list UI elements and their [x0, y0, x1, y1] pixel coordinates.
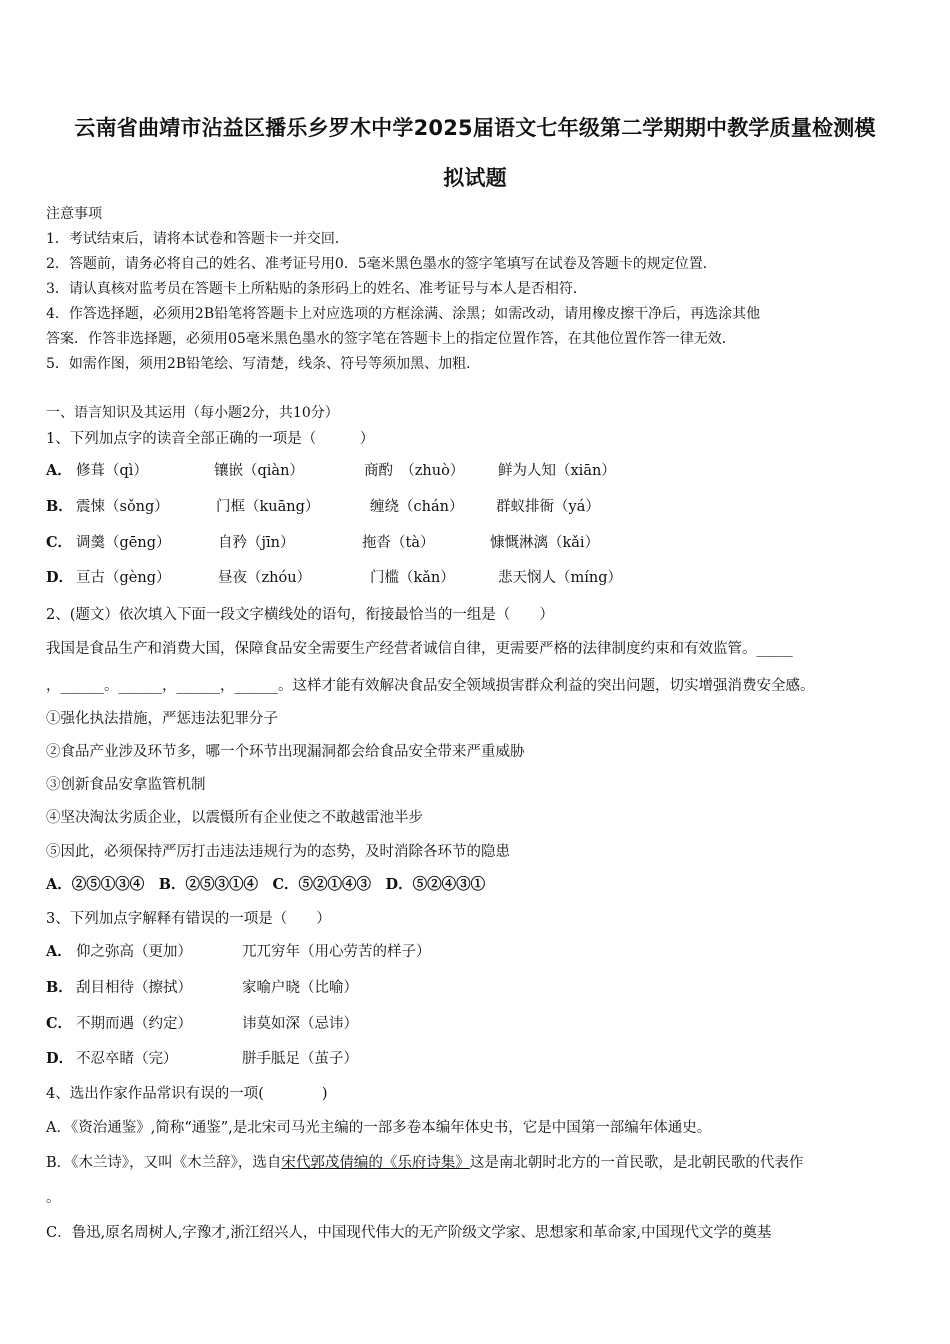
q3-option-item: 胼手胝足（茧子） — [242, 1051, 358, 1067]
section1-heading: 一、语言知识及其运用（每小题2分，共10分） — [46, 405, 339, 421]
q1-option-label: A． — [46, 462, 72, 479]
notice-item-4: 4．作答选择题，必须用2B铅笔将答题卡上对应选项的方框涂满、涂黑；如需改动，请用橡皮擦干净后，再选涂其他 — [46, 306, 761, 322]
q1-option-item: 缠绕（chán） — [370, 499, 464, 515]
exam-title-line2: 拟试题 — [443, 166, 507, 190]
q2-stem: 2、(题文）依次填入下面一段文字横线处的语句，衔接最恰当的一组是（ ） — [46, 607, 554, 623]
q1-option-label: C． — [46, 534, 73, 551]
q1-option-item: 门槛（kǎn） — [370, 570, 455, 586]
q1-option-item: 慷慨淋漓（kǎi） — [490, 535, 600, 551]
q4-stem: 4、选出作家作品常识有误的一项( ) — [46, 1086, 328, 1102]
q1-option-item: 修葺（qì） — [76, 463, 148, 479]
q3-option-item: 家喻户晓（比喻） — [242, 980, 358, 996]
q2-answer-options: A．②⑤①③④ B．②⑤③①④ C．⑤②①④③ D．⑤②④③① — [46, 876, 486, 893]
q3-option-item: 仰之弥高（更加） — [76, 944, 192, 960]
q4-option-b-text-end: 这是南北朝时北方的一首民歌，是北朝民歌的代表作 — [469, 1155, 804, 1171]
q3-option-label: B． — [46, 979, 73, 996]
q3-option-label: A． — [46, 943, 72, 960]
q3-option-item: 不忍卒睹（完） — [76, 1051, 178, 1067]
q3-option-item: 讳莫如深（忌讳） — [242, 1016, 358, 1032]
notice-item-5: 5．如需作图，须用2B铅笔绘、写清楚，线条、符号等须加黑、加粗． — [46, 356, 481, 372]
q2-item-5: ⑤因此，必须保持严厉打击违法违规行为的态势，及时消除各环节的隐患 — [46, 844, 510, 860]
q1-option-item: 拖沓（tà） — [362, 535, 435, 551]
q4-option-c: C．鲁迅,原名周树人,字豫才,浙江绍兴人，中国现代伟大的无产阶级文学家、思想家和革命家,中国现代文学的奠基 — [46, 1225, 772, 1241]
q1-option-item: 自矜（jīn） — [218, 535, 295, 551]
q3-stem: 3、下列加点字解释有错误的一项是（ ） — [46, 911, 331, 927]
q2-item-3: ③创新食品安拿监管机制 — [46, 777, 206, 793]
q1-option-item: 亘古（gèng） — [76, 570, 171, 586]
q1-option-item: 鲜为人知（xiān） — [498, 463, 616, 479]
q2-passage-line1: 我国是食品生产和消费大国，保障食品安全需要生产经营者诚信自律，更需要严格的法律制度约束和有效监管。_____ — [46, 641, 793, 657]
notice-heading: 注意事项 — [46, 206, 102, 222]
q1-option-item: 昼夜（zhóu） — [218, 570, 312, 586]
q4-option-b — [46, 1151, 803, 1172]
q1-option-item: 震悚（sǒng） — [76, 499, 169, 515]
notice-item-1: 1．考试结束后，请将本试卷和答题卡一并交回． — [46, 231, 349, 247]
q1-stem: 1、下列加点字的读音全部正确的一项是（ ） — [46, 431, 375, 447]
q3-option-item: 不期而遇（约定） — [76, 1016, 192, 1032]
q1-option-item: 调羹（gēng） — [76, 535, 171, 551]
q2-item-4: ④坚决淘汰劣质企业，以震慑所有企业使之不敢越雷池半步 — [46, 810, 423, 826]
q3-option-label: D． — [46, 1050, 74, 1067]
q2-item-2: ②食品产业涉及环节多，哪一个环节出现漏洞都会给食品安全带来严重威胁 — [46, 744, 525, 760]
q1-option-item: 门框（kuāng） — [216, 499, 320, 515]
q4-option-a: A．《资治通鉴》,简称“通鉴”,是北宋司马光主编的一部多卷本编年体史书，它是中国第一部编年体通史。 — [46, 1120, 712, 1136]
q3-option-item: 兀兀穷年（用心劳苦的样子） — [242, 944, 431, 960]
q1-option-label: D． — [46, 569, 74, 586]
q4-option-b-cont: 。 — [46, 1190, 61, 1206]
notice-item-4-cont: 答案．作答非选择题，必须用05毫米黑色墨水的签字笔在答题卡上的指定位置作答，在其他位置作答一律无效． — [46, 331, 736, 347]
q1-option-label: B． — [46, 498, 73, 515]
q2-passage-line2: ，______。______，______，______。这样才能有效解决食品安全领域损害群众利益的突出问题，切实增强消费安全感。 — [46, 678, 815, 694]
q1-option-item: 商酌 （zhuò） — [364, 463, 465, 479]
notice-item-2: 2．答题前，请务必将自己的姓名、准考证号用0．5毫米黑色墨水的签字笔填写在试卷及答题卡的规定位置． — [46, 256, 717, 272]
q1-option-item: 群蚁排衙（yá） — [496, 499, 600, 515]
exam-title-line1: 云南省曲靖市沾益区播乐乡罗木中学2025届语文七年级第二学期期中教学质量检测模 — [74, 116, 876, 140]
q3-option-label: C． — [46, 1015, 73, 1032]
q4-option-b-underlined: 宋代郭茂倩编的《乐府诗集》 — [281, 1155, 470, 1171]
q1-option-item: 悲天悯人（míng） — [498, 570, 623, 586]
q4-option-b-text: B．《木兰诗》，又叫《木兰辞》，选自 — [46, 1155, 282, 1171]
notice-item-3: 3．请认真核对监考员在答题卡上所粘贴的条形码上的姓名、准考证号与本人是否相符． — [46, 281, 587, 297]
q1-option-item: 镶嵌（qiàn） — [214, 463, 304, 479]
q2-item-1: ①强化执法措施，严惩违法犯罪分子 — [46, 711, 278, 727]
q3-option-item: 刮目相待（擦拭） — [76, 980, 192, 996]
